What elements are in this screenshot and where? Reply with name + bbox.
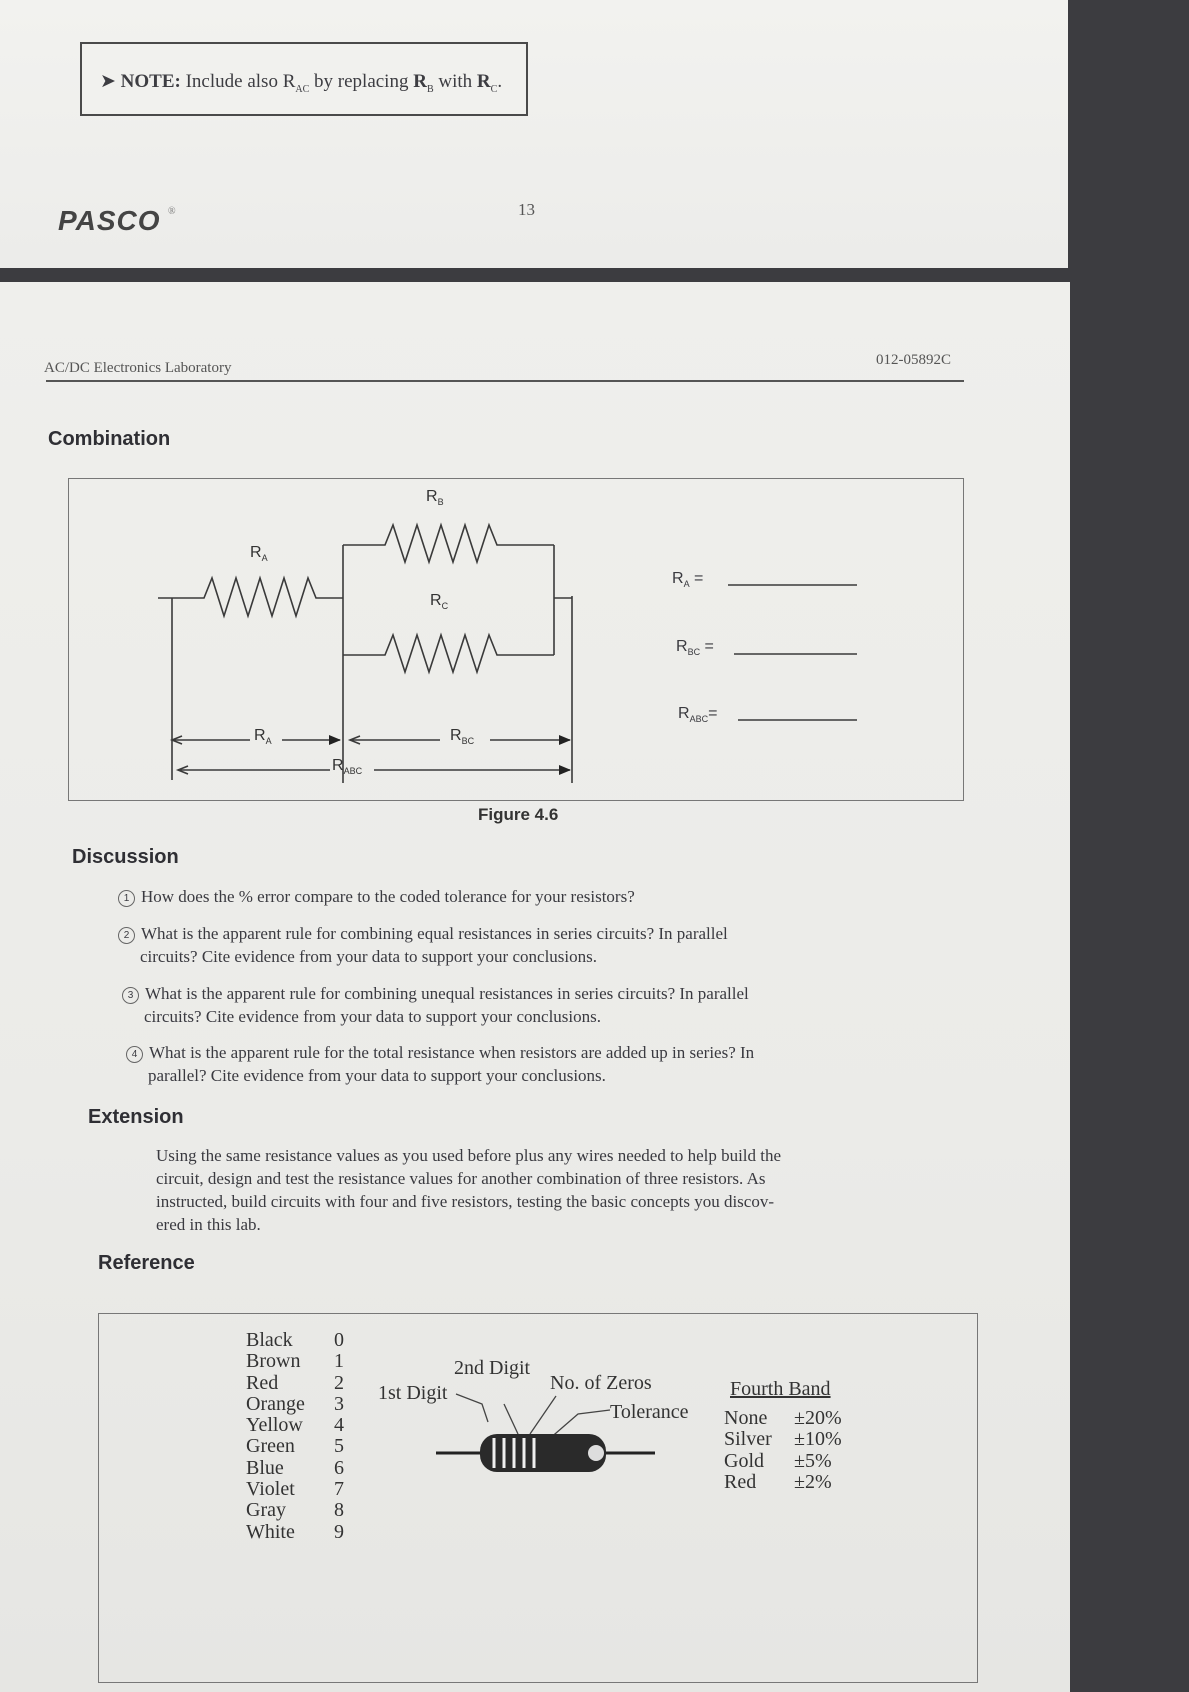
pasco-logo: PASCO bbox=[58, 205, 161, 236]
color-code-digits: 0 1 2 3 4 5 6 7 8 9 bbox=[334, 1329, 344, 1543]
measure-ra: $R_A$ = bbox=[672, 570, 704, 590]
label-second-digit: 2nd Digit bbox=[454, 1357, 531, 1379]
question-1: 1 How does the % error compare to the coded tolerance for your resistors? bbox=[118, 885, 635, 908]
combination-heading: Combination bbox=[48, 428, 171, 450]
question-2: 2 What is the apparent rule for combining equal resistances in series circuits? In parallel circuits? Cite evidence from your data to support your conclusions. bbox=[118, 922, 728, 968]
header-title: AC/DC Electronics Laboratory bbox=[44, 360, 232, 376]
measure-rbc: $R_{BC}$ = bbox=[676, 638, 714, 658]
extension-text: Using the same resistance values as you used before plus any wires needed to help build the circuit, design and test the resistance values for another combination of three resistors. As instructed, build circuits with four and five resistors, testing the basic concepts you discov- ered in this lab. bbox=[156, 1146, 782, 1234]
span-label-ra: $R_A$ bbox=[254, 727, 272, 747]
label-rb: $R_B$ bbox=[426, 488, 444, 508]
fourth-band-table bbox=[724, 1408, 842, 1493]
label-tolerance: Tolerance bbox=[610, 1401, 689, 1423]
pointer-second-digit bbox=[504, 1404, 518, 1434]
registered-mark: ® bbox=[168, 206, 176, 217]
reference-heading: Reference bbox=[98, 1252, 195, 1274]
label-no-of-zeros: No. of Zeros bbox=[550, 1372, 652, 1394]
reference-box bbox=[98, 1313, 978, 1683]
measure-rabc: $R_{ABC}=$ bbox=[678, 705, 718, 725]
span-label-rabc: $R_{ABC}$ bbox=[332, 757, 363, 777]
pointer-first-digit bbox=[456, 1394, 488, 1422]
header-doc-number: 012-05892C bbox=[876, 352, 951, 368]
fourth-band-row: Gold ±5% bbox=[724, 1449, 832, 1472]
question-3: 3 What is the apparent rule for combining unequal resistances in series circuits? In parallel circuits? Cite evidence from your data to support your conclusions. bbox=[122, 982, 749, 1028]
discussion-heading: Discussion bbox=[72, 846, 179, 868]
label-rc: $R_C$ bbox=[430, 592, 449, 612]
extension-heading: Extension bbox=[88, 1106, 184, 1128]
resistor-body bbox=[480, 1434, 606, 1472]
page-number: 13 bbox=[518, 200, 535, 219]
resistor-ra-symbol bbox=[158, 578, 343, 616]
color-code-names: Black Brown Red Orange Yellow Green Blue Violet Gray White bbox=[246, 1329, 305, 1543]
fourth-band-row: Silver ±10% bbox=[724, 1428, 842, 1451]
resistor-rc-symbol bbox=[343, 635, 554, 672]
fourth-band-row: Red ±2% bbox=[724, 1470, 832, 1493]
fourth-band-row: None ±20% bbox=[724, 1407, 842, 1429]
fourth-band-title: Fourth Band bbox=[730, 1378, 831, 1400]
note-text: ➤ NOTE: Include also $R_{AC}$ by replacing $R_B$ with $R_C$. bbox=[100, 71, 503, 95]
question-4: 4 What is the apparent rule for the total resistance when resistors are added up in series? In parallel? Cite evidence from your data to support your conclusions. bbox=[126, 1041, 754, 1087]
label-ra: $R_A$ bbox=[250, 544, 268, 564]
figure-caption: Figure 4.6 bbox=[478, 805, 559, 824]
pointer-zeros bbox=[530, 1396, 556, 1434]
resistor-rb-symbol bbox=[343, 525, 554, 562]
resistor-end-highlight bbox=[588, 1445, 604, 1461]
label-first-digit: 1st Digit bbox=[378, 1382, 448, 1404]
span-label-rbc: $R_{BC}$ bbox=[450, 727, 475, 747]
